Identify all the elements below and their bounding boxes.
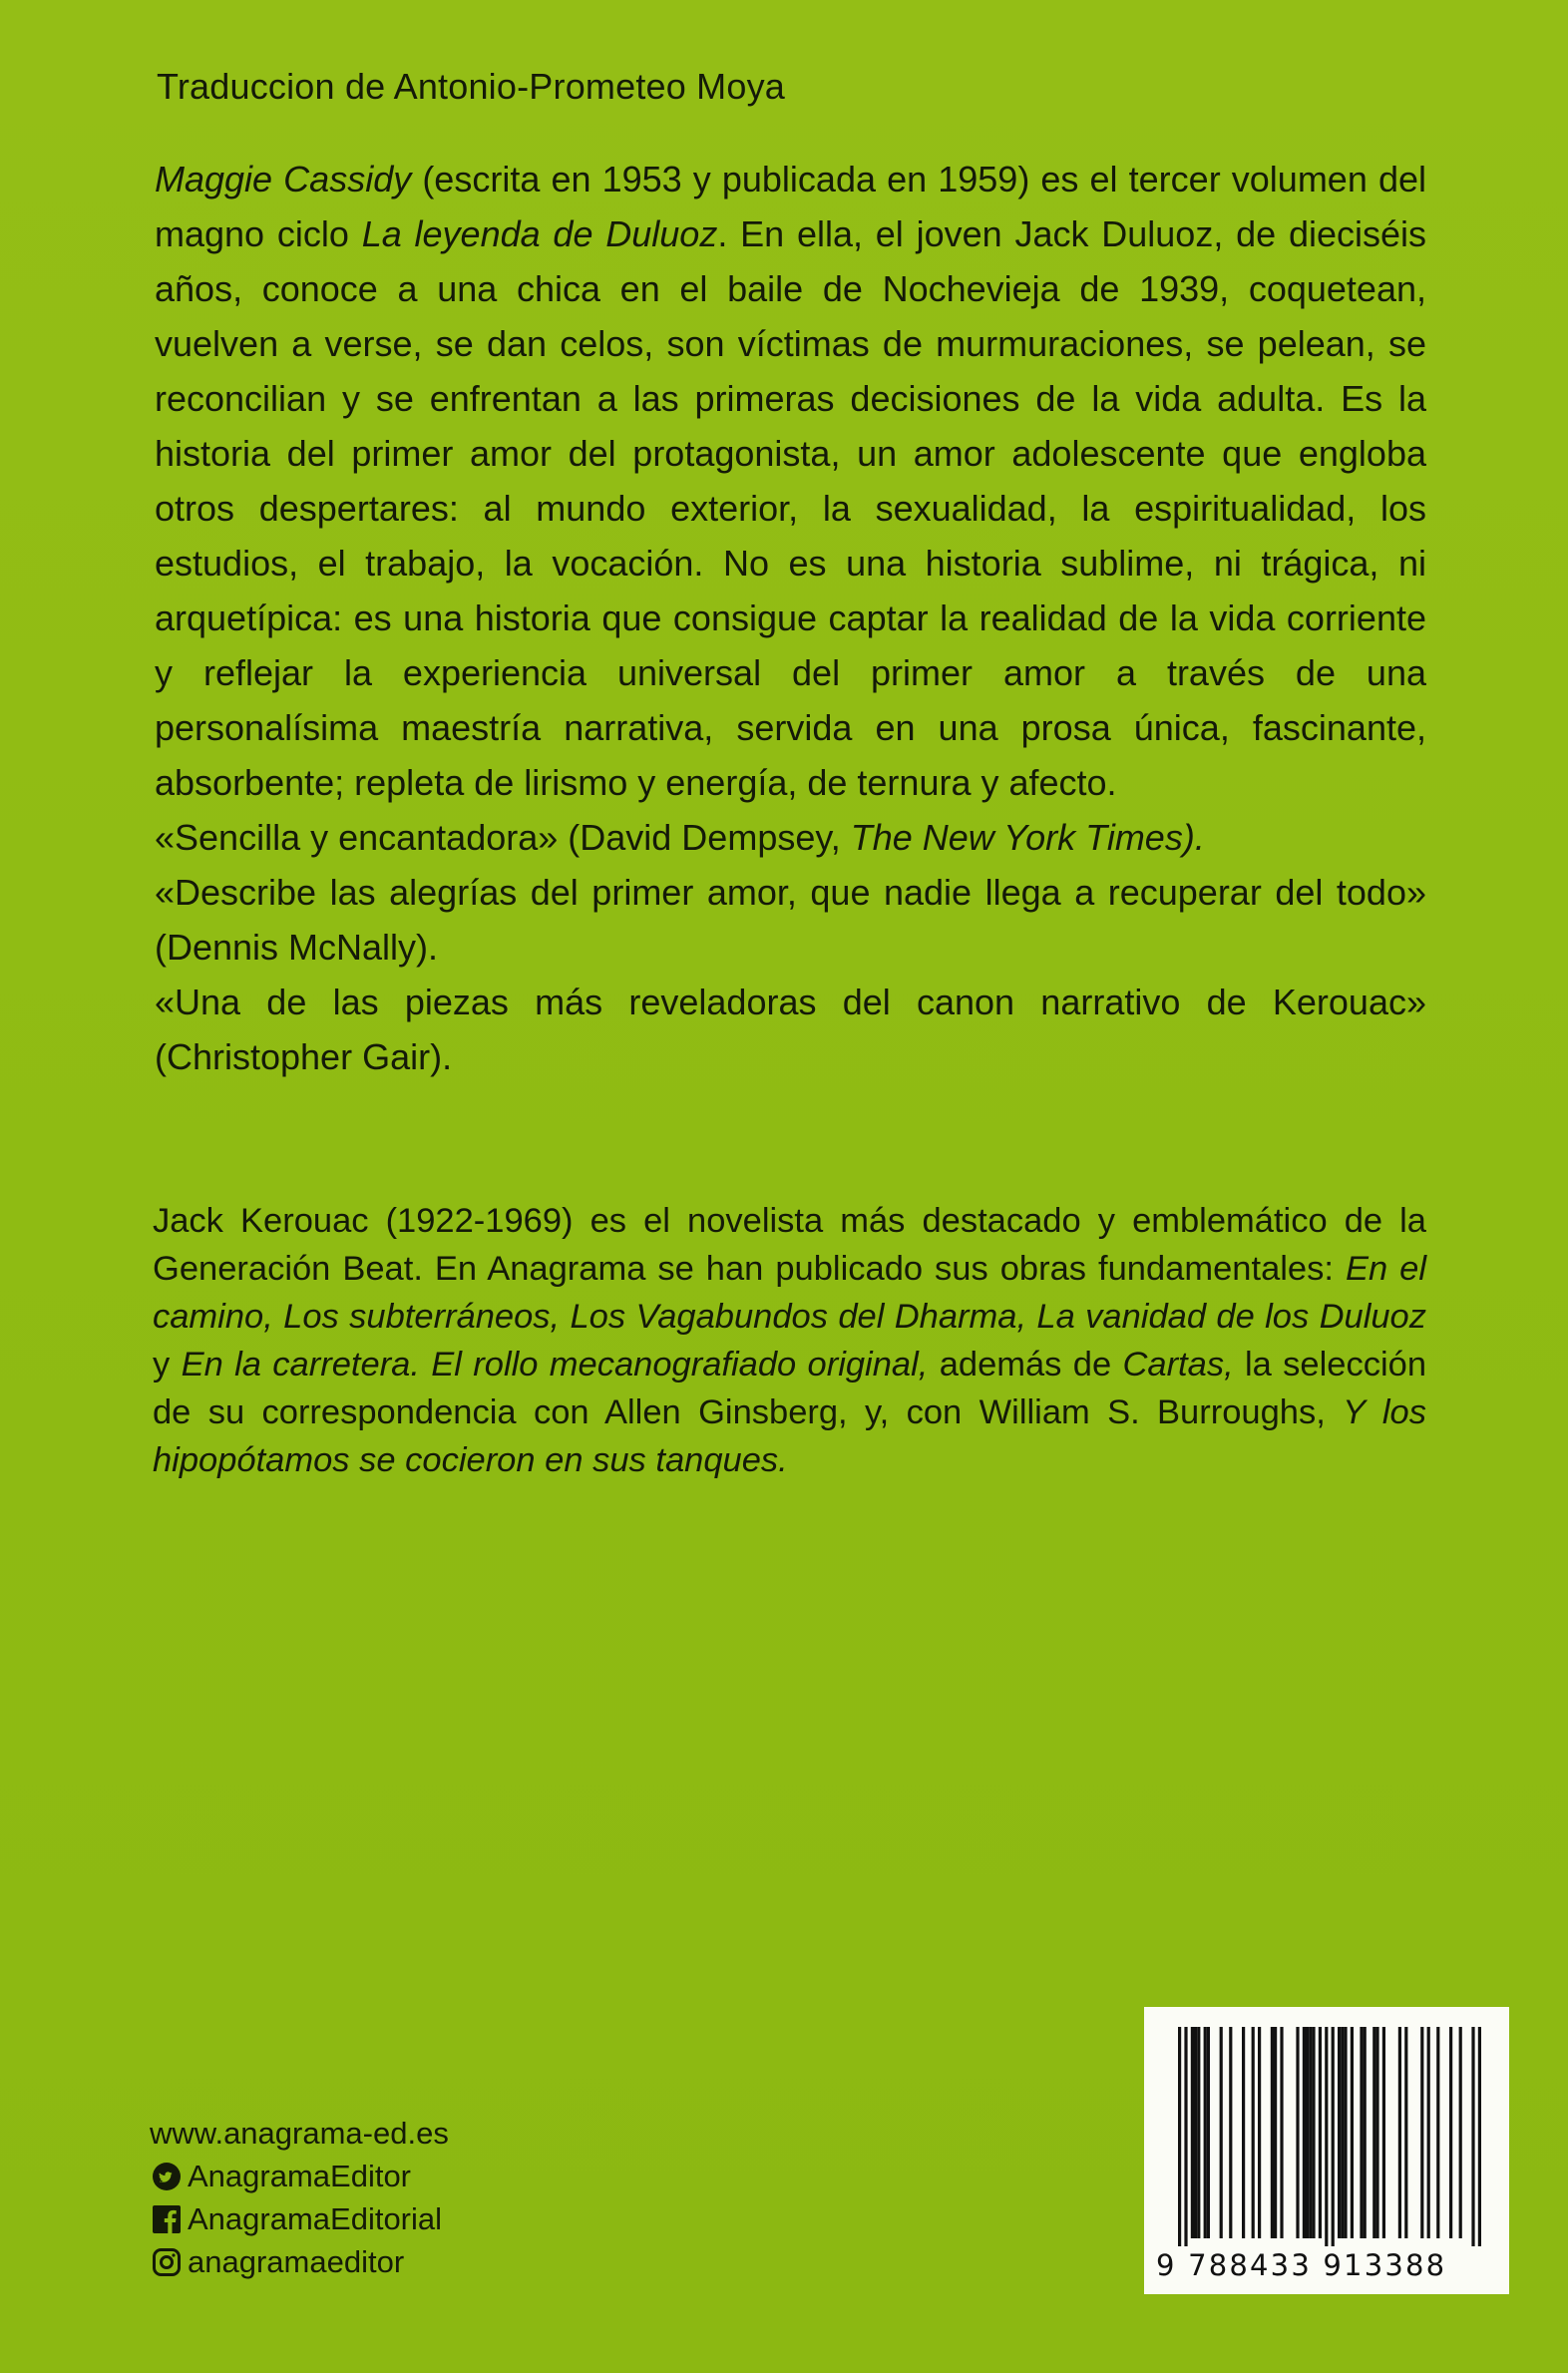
- barcode-bar: [1178, 2027, 1181, 2246]
- website-link[interactable]: www.anagrama-ed.es: [150, 2116, 449, 2151]
- barcode-bar: [1332, 2027, 1335, 2246]
- barcode-bar: [1375, 2027, 1378, 2238]
- quote-2-text: «Describe las alegrías del primer amor, que nadie llega a recuperar del todo» (Dennis McNally).: [155, 872, 1426, 968]
- barcode-bar: [1207, 2027, 1210, 2238]
- isbn-digits: 9 788433 913388: [1156, 2248, 1447, 2282]
- barcode-bar: [1360, 2027, 1363, 2238]
- bio-works-2: En la carretera. El rollo mecanografiado original,: [181, 1346, 929, 1384]
- barcode-bar: [1372, 2027, 1375, 2238]
- barcode-bar: [1341, 2027, 1344, 2238]
- bio-text-2: y: [153, 1346, 182, 1384]
- instagram-icon: [150, 2245, 184, 2279]
- bio-last-work: Y los hipopótamos se cocieron en sus tanques.: [153, 1393, 1426, 1479]
- book-title: Maggie Cassidy: [155, 159, 412, 199]
- barcode-bar: [1427, 2027, 1430, 2238]
- synopsis-text-1: (escrita en 1953 y publicada en 1959) es el tercer volumen del magno ciclo: [155, 159, 1426, 254]
- translator-credit: Traduccion de Antonio-Prometeo Moya: [157, 66, 786, 107]
- barcode-bar: [1191, 2027, 1194, 2238]
- barcode-bar: [1319, 2027, 1322, 2238]
- barcode-bar: [1220, 2027, 1223, 2238]
- barcode-bar: [1184, 2027, 1187, 2246]
- barcode-bar: [1449, 2027, 1452, 2238]
- barcode-bars: [1144, 2007, 1509, 2246]
- twitter-icon: [150, 2160, 184, 2193]
- website-row[interactable]: [150, 2112, 449, 2155]
- barcode-bar: [1364, 2027, 1367, 2238]
- twitter-row[interactable]: [150, 2155, 449, 2197]
- barcode-bar: [1478, 2027, 1481, 2246]
- quote-3-text: «Una de las piezas más reveladoras del canon narrativo de Kerouac» (Christopher Gair).: [155, 982, 1426, 1077]
- barcode-bar: [1382, 2027, 1385, 2238]
- synopsis-text-2: . En ella, el joven Jack Duluoz, de dieciséis años, conoce a una chica en el baile de Nochevieja de 1939, coquetean, vuelven a verse, se dan celos, son víctimas de murmuraciones, se pelean, se reconcilian y se enfrentan a las primeras decisiones de la vida adulta. Es la historia del primer amor del protagonista, un amor adolescente que engloba otros despertares: al mundo exterior, la sexualidad, la espiritualidad, los estudios, el trabajo, la vocación. No es una historia sublime, ni trágica, ni arquetípica: es una historia que consigue captar la realidad de la vida corriente y reflejar la experiencia universal del primer amor a través de una personalísima maestría narrativa, servida en una prosa única, fascinante, absorbente; repleta de lirismo y energía, de ternura y afecto.: [155, 213, 1427, 803]
- barcode-bar: [1242, 2027, 1245, 2238]
- barcode-bar: [1296, 2027, 1299, 2238]
- facebook-row[interactable]: [150, 2197, 449, 2240]
- bio-text-4: la selección de su correspondencia con Allen Ginsberg, y, con William S. Burroughs,: [153, 1346, 1427, 1431]
- barcode-bar: [1204, 2027, 1207, 2238]
- barcode-bar: [1229, 2027, 1232, 2238]
- twitter-handle[interactable]: AnagramaEditor: [188, 2159, 412, 2193]
- quote-1-text: «Sencilla y encantadora» (David Dempsey,: [155, 817, 851, 858]
- barcode-bar: [1436, 2027, 1439, 2238]
- isbn-barcode: [1144, 2007, 1509, 2294]
- barcode-bar: [1398, 2027, 1401, 2238]
- bio-cartas: Cartas,: [1122, 1346, 1234, 1384]
- instagram-handle[interactable]: anagramaeditor: [188, 2244, 405, 2279]
- social-links: [150, 2112, 449, 2283]
- barcode-bar: [1325, 2027, 1328, 2246]
- barcode-bar: [1280, 2027, 1283, 2238]
- cycle-title: La leyenda de Duluoz: [361, 213, 718, 254]
- quote-1: [155, 810, 1426, 865]
- quote-3: [155, 975, 1426, 1084]
- barcode-bar: [1471, 2027, 1474, 2246]
- barcode-bar: [1312, 2027, 1315, 2238]
- barcode-bar: [1420, 2027, 1423, 2238]
- barcode-bar: [1404, 2027, 1407, 2238]
- facebook-handle[interactable]: AnagramaEditorial: [188, 2201, 443, 2236]
- barcode-bar: [1303, 2027, 1306, 2238]
- synopsis-paragraph: [155, 152, 1426, 810]
- author-bio: [153, 1197, 1426, 1484]
- barcode-bar: [1274, 2027, 1277, 2238]
- barcode-bar: [1252, 2027, 1255, 2238]
- synopsis-block: [155, 152, 1426, 1084]
- barcode-bar: [1338, 2027, 1341, 2238]
- bio-works-1: En el camino, Los subterráneos, Los Vagabundos del Dharma, La vanidad de los Duluoz: [153, 1250, 1426, 1336]
- facebook-icon: [150, 2202, 184, 2236]
- barcode-bar: [1194, 2027, 1197, 2238]
- quote-1-source: The New York Times).: [850, 817, 1205, 858]
- bio-text-3: además de: [928, 1346, 1123, 1384]
- bio-text-1: Jack Kerouac (1922-1969) es el novelista más destacado y emblemático de la Generación Beat. En Anagrama se han publicado sus obras fundamentales:: [153, 1202, 1426, 1288]
- barcode-bar: [1344, 2027, 1347, 2238]
- instagram-row[interactable]: [150, 2240, 449, 2283]
- barcode-bar: [1197, 2027, 1200, 2238]
- barcode-bar: [1258, 2027, 1261, 2238]
- barcode-bar: [1271, 2027, 1274, 2238]
- author-bio-paragraph: [153, 1197, 1426, 1484]
- barcode-bar: [1459, 2027, 1462, 2238]
- barcode-bar: [1309, 2027, 1312, 2238]
- barcode-bar: [1351, 2027, 1354, 2238]
- quote-2: [155, 865, 1426, 975]
- barcode-bar: [1306, 2027, 1309, 2238]
